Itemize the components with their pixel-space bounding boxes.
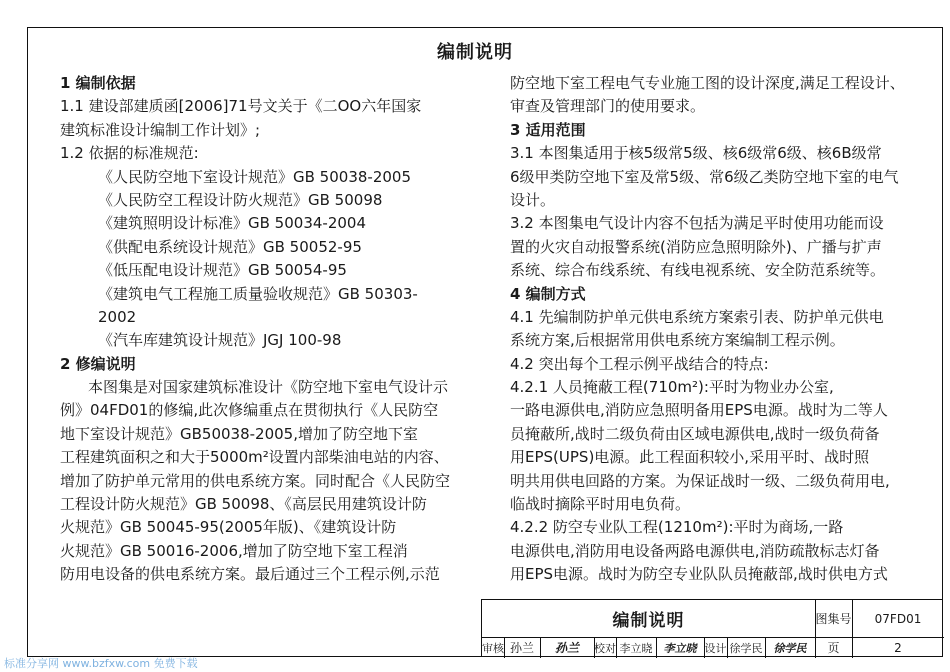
section-heading: 2 修编说明 <box>60 354 136 373</box>
design-label: 设计 <box>704 641 727 655</box>
text-line: 《建筑电气工程施工质量验收规范》GB 50303- <box>98 284 418 303</box>
left-column <box>60 72 470 587</box>
text-line: 4.2.2 防空专业队工程(1210m²):平时为商场,一路 <box>510 518 844 537</box>
text-line: 3.2 本图集电气设计内容不包括为满足平时使用功能而设 <box>510 214 884 233</box>
text-line: 《人民防空工程设计防火规范》GB 50098 <box>98 190 383 209</box>
text-line: 3.1 本图集适用于核5级常5级、核6级常6级、核6B级常 <box>510 144 882 163</box>
text-line: 用EPS(UPS)电源。此工程面积较小,采用平时、战时照 <box>510 448 870 467</box>
checker-signature: 李立晓 <box>663 641 697 655</box>
text-line: 工程建筑面积之和大于5000m²设置内部柴油电站的内容、 <box>60 448 449 467</box>
text-line: 置的火灾自动报警系统(消防应急照明除外)、广播与扩声 <box>510 237 882 256</box>
title-block <box>481 599 943 657</box>
text-line: 《低压配电设计规范》GB 50054-95 <box>98 261 347 280</box>
text-line: 设计。 <box>510 190 556 209</box>
section-heading: 3 适用范围 <box>510 120 586 139</box>
title-block-name: 编制说明 <box>612 611 685 631</box>
right-column <box>510 72 922 587</box>
text-line: 增加了防护单元常用的供电系统方案。同时配合《人民防空 <box>60 471 451 490</box>
text-line: 一路电源供电,消防应急照明备用EPS电源。战时为二等人 <box>510 401 888 420</box>
text-line: 6级甲类防空地下室及常5级、常6级乙类防空地下室的电气 <box>510 167 899 186</box>
atlas-number: 07FD01 <box>874 611 922 626</box>
text-line: 《人民防空地下室设计规范》GB 50038-2005 <box>98 167 411 186</box>
checker-name: 李立晓 <box>619 641 653 655</box>
text-line: 本图集是对国家建筑标准设计《防空地下室电气设计示 <box>88 378 449 397</box>
check-label: 校对 <box>594 641 616 655</box>
designer-signature: 徐学民 <box>773 641 807 655</box>
text-line: 2002 <box>98 307 137 326</box>
text-line: 地下室设计规范》GB50038-2005,增加了防空地下室 <box>60 424 418 443</box>
text-line: 《汽车库建筑设计规范》JGJ 100-98 <box>98 331 342 350</box>
text-line: 例》04FD01的修编,此次修编重点在贯彻执行《人民防空 <box>60 401 439 420</box>
text-line: 防空地下室工程电气专业施工图的设计深度,满足工程设计、 <box>510 74 905 92</box>
text-line: 4.2 突出每个工程示例平战结合的特点: <box>510 354 769 373</box>
text-line: 工程设计防火规范》GB 50098、《高层民用建筑设计防 <box>60 495 427 514</box>
text-line: 火规范》GB 50045-95(2005年版)、《建筑设计防 <box>60 518 397 537</box>
designer-name: 徐学民 <box>729 641 763 655</box>
atlas-number-label: 图集号 <box>815 612 852 626</box>
text-line: 系统、综合布线系统、有线电视系统、安全防范系统等。 <box>510 261 886 280</box>
text-line: 员掩蔽所,战时二级负荷由区域电源供电,战时一级负荷备 <box>510 424 880 443</box>
text-line: 用EPS电源。战时为防空专业队队员掩蔽部,战时供电方式 <box>510 565 888 584</box>
text-line: 火规范》GB 50016-2006,增加了防空地下室工程消 <box>60 541 408 560</box>
watermark-text: 标准分享网 www.bzfxw.com 免费下载 <box>4 657 198 670</box>
text-line: 4.1 先编制防护单元供电系统方案索引表、防护单元供电 <box>510 307 884 326</box>
page-number: 2 <box>894 640 902 655</box>
text-line: 《建筑照明设计标准》GB 50034-2004 <box>98 214 366 233</box>
text-line: 明共用供电回路的方案。为保证战时一级、二级负荷用电, <box>510 471 890 490</box>
section-heading: 4 编制方式 <box>510 284 586 303</box>
text-line: 4.2.1 人员掩蔽工程(710m²):平时为物业办公室, <box>510 378 834 397</box>
text-line: 《供配电系统设计规范》GB 50052-95 <box>98 237 362 256</box>
reviewer-name: 孙兰 <box>509 641 534 655</box>
text-line: 防用电设备的供电系统方案。最后通过三个工程示例,示范 <box>60 565 440 584</box>
text-line: 临战时摘除平时用电负荷。 <box>510 495 691 514</box>
review-label: 审核 <box>482 641 504 655</box>
text-line: 建筑标准设计编制工作计划》; <box>60 120 261 139</box>
text-line: 审查及管理部门的使用要求。 <box>510 97 706 116</box>
page-label: 页 <box>827 641 840 655</box>
text-line: 1.2 依据的标准规范: <box>60 144 199 163</box>
text-line: 电源供电,消防用电设备两路电源供电,消防疏散标志灯备 <box>510 541 880 560</box>
reviewer-signature: 孙兰 <box>554 641 579 655</box>
page-title: 编制说明 <box>437 42 513 63</box>
text-line: 系统方案,后根据常用供电系统方案编制工程示例。 <box>510 331 845 350</box>
text-line: 1.1 建设部建质函[2006]71号文关于《二OO六年国家 <box>60 97 422 116</box>
section-heading: 1 编制依据 <box>60 74 136 92</box>
